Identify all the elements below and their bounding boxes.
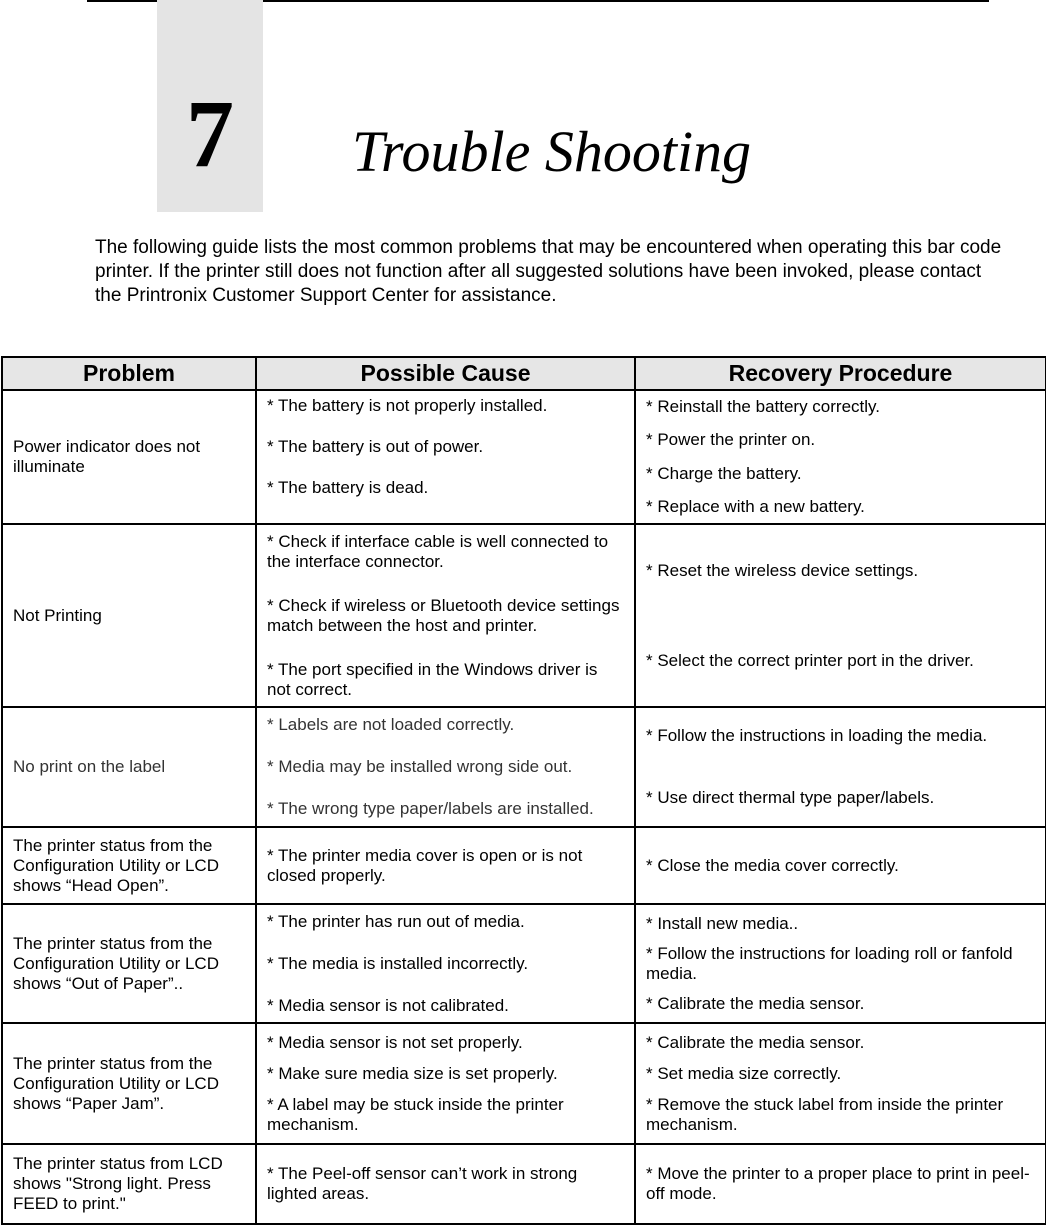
chapter-number-box — [157, 0, 263, 212]
troubleshooting-table — [1, 356, 1046, 1225]
problem-cell: The printer status from the Configuration Utility or LCD shows “Paper Jam”. — [2, 1023, 256, 1144]
cause-cell — [256, 904, 635, 1023]
cause-line: * The printer has run out of media. — [267, 911, 525, 931]
chapter-number: 7 — [186, 80, 234, 187]
problem-cell: The printer status from the Configuration Utility or LCD shows “Out of Paper”.. — [2, 904, 256, 1023]
header-possible-cause: Possible Cause — [256, 357, 635, 390]
cause-cell — [256, 524, 635, 707]
recovery-cell — [635, 1023, 1046, 1144]
recovery-cell — [635, 707, 1046, 827]
cause-cell — [256, 1144, 635, 1224]
cause-line: * Check if wireless or Bluetooth device settings match between the host and printer. — [267, 595, 620, 635]
header-recovery-procedure: Recovery Procedure — [635, 357, 1046, 390]
cause-line: * The wrong type paper/labels are installed. — [267, 799, 594, 818]
recovery-line: * Power the printer on. — [646, 430, 816, 450]
table-header-row — [2, 357, 1046, 390]
recovery-line: * Select the correct printer port in the driver. — [646, 650, 974, 670]
recovery-line: * Set media size correctly. — [646, 1063, 842, 1083]
recovery-line: * Calibrate the media sensor. — [646, 1032, 865, 1052]
cause-line: * Media may be installed wrong side out. — [267, 757, 573, 776]
recovery-cell — [635, 1144, 1046, 1224]
cause-line: * The port specified in the Windows driver is not correct. — [267, 659, 598, 699]
table-row — [2, 524, 1046, 707]
cause-line: * The battery is not properly installed. — [267, 396, 548, 415]
cause-line: * The battery is dead. — [267, 478, 429, 497]
recovery-line: * Follow the instructions for loading roll or fanfold media. — [646, 943, 1013, 983]
recovery-line: * Reinstall the battery correctly. — [646, 397, 880, 416]
recovery-line: * Charge the battery. — [646, 463, 802, 483]
cause-cell — [256, 827, 635, 904]
problem-cell: Not Printing — [2, 524, 256, 707]
table-row — [2, 827, 1046, 904]
table-row — [2, 1023, 1046, 1144]
table-row — [2, 1144, 1046, 1224]
cause-cell — [256, 1023, 635, 1144]
recovery-cell — [635, 390, 1046, 524]
recovery-cell — [635, 524, 1046, 707]
recovery-line: * Install new media.. — [646, 913, 799, 933]
recovery-line: * Use direct thermal type paper/labels. — [646, 788, 935, 807]
cause-line: * The Peel-off sensor can’t work in strong lighted areas. — [267, 1164, 578, 1203]
cause-cell — [256, 390, 635, 524]
intro-paragraph: The following guide lists the most common problems that may be encountered when operating this bar code printer. If the printer still does not function after all suggested solutions have been invoked, please contact the Printronix Customer Support Center for assistance. — [95, 237, 1002, 306]
recovery-cell — [635, 904, 1046, 1023]
table-row — [2, 904, 1046, 1023]
cause-line: * Labels are not loaded correctly. — [267, 715, 515, 734]
problem-cell: The printer status from the Configuration Utility or LCD shows “Head Open”. — [2, 827, 256, 904]
recovery-line: * Move the printer to a proper place to print in peel-off mode. — [646, 1164, 1030, 1203]
recovery-line: * Follow the instructions in loading the media. — [646, 726, 988, 745]
cause-cell — [256, 707, 635, 827]
problem-cell: Power indicator does not illuminate — [2, 390, 256, 524]
header-problem: Problem — [2, 357, 256, 390]
problem-cell: The printer status from LCD shows "Strong light. Press FEED to print." — [2, 1144, 256, 1224]
recovery-line: * Replace with a new battery. — [646, 496, 865, 516]
table-row — [2, 707, 1046, 827]
cause-line: * Media sensor is not calibrated. — [267, 995, 509, 1015]
cause-line: * A label may be stuck inside the printer mechanism. — [267, 1094, 564, 1134]
cause-line: * Make sure media size is set properly. — [267, 1063, 558, 1083]
recovery-line: * Calibrate the media sensor. — [646, 993, 865, 1013]
chapter-title: Trouble Shooting — [352, 119, 752, 184]
cause-line: * The media is installed incorrectly. — [267, 953, 529, 973]
recovery-cell — [635, 827, 1046, 904]
recovery-line: * Reset the wireless device settings. — [646, 560, 919, 580]
problem-cell: No print on the label — [2, 707, 256, 827]
cause-line: * The printer media cover is open or is not closed properly. — [267, 845, 583, 885]
cause-line: * The battery is out of power. — [267, 437, 484, 456]
cause-line: * Check if interface cable is well connected to the interface connector. — [267, 531, 609, 571]
cause-line: * Media sensor is not set properly. — [267, 1032, 523, 1052]
table-row — [2, 390, 1046, 524]
recovery-line: * Close the media cover correctly. — [646, 855, 899, 875]
recovery-line: * Remove the stuck label from inside the printer mechanism. — [646, 1094, 1004, 1134]
